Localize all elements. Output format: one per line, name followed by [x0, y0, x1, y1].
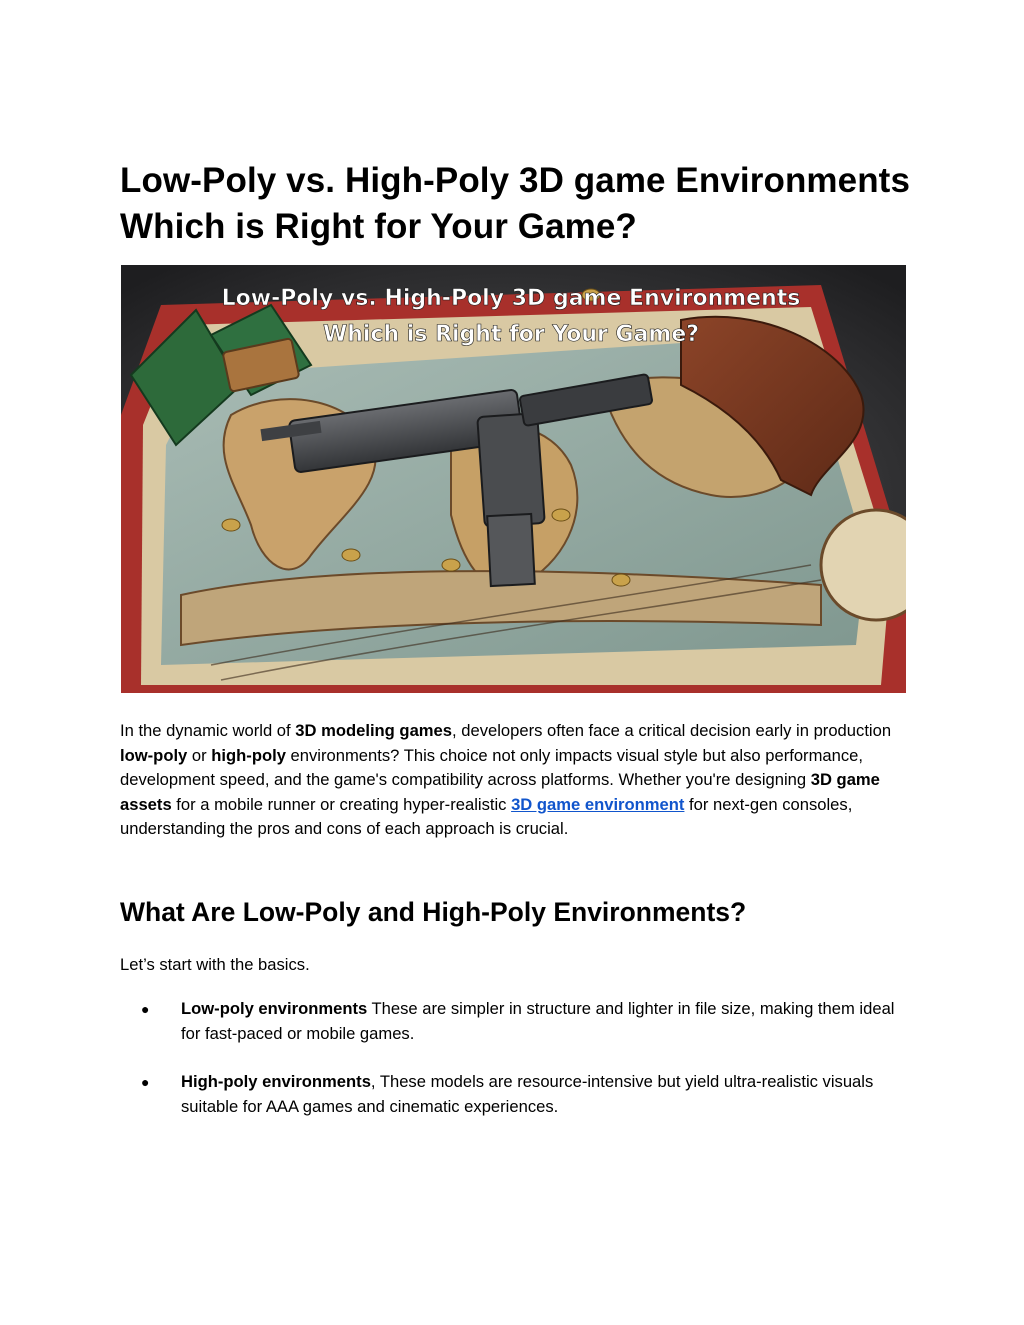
- bullet: [222, 519, 240, 531]
- bullet: [442, 559, 460, 571]
- link-3d-game-environment[interactable]: 3D game environment: [511, 794, 685, 814]
- intro-text: for next-gen consoles, understanding the pros and cons of each approach is crucial.: [120, 794, 853, 839]
- section-lead: Let’s start with the basics.: [120, 955, 310, 974]
- page-title-line-1: Low-Poly vs. High-Poly 3D game Environments: [120, 161, 911, 200]
- bullet: [612, 574, 630, 586]
- bullet-term: Low-poly environments: [181, 999, 368, 1018]
- bullet-text: , These models are resource-intensive but yield ultra-realistic visuals suitable for AAA games and cinematic experiences.: [181, 1072, 874, 1116]
- intro-text: environments? This choice not only impacts visual style but also performance, development speed, and the game's compatibility across platforms. Whether you're designing: [120, 745, 863, 790]
- intro-bold-3d-modeling-games: 3D modeling games: [295, 721, 453, 740]
- list-item: [120, 1070, 910, 1119]
- intro-bold-low-poly: low-poly: [120, 745, 188, 765]
- intro-paragraph: [120, 719, 910, 842]
- bullet: [342, 549, 360, 561]
- hero-image: [121, 265, 906, 693]
- intro-text: or: [187, 745, 212, 765]
- page-title-line-2: Which is Right for Your Game?: [120, 207, 637, 246]
- hero-overlay-line-2: Which is Right for Your Game?: [322, 322, 700, 347]
- section-heading: What Are Low-Poly and High-Poly Environments?: [120, 897, 747, 927]
- bullet-text: These are simpler in structure and lighter in file size, making them ideal for fast-paced or mobile games.: [181, 999, 895, 1043]
- hero-overlay-line-1: Low-Poly vs. High-Poly 3D game Environments: [221, 286, 801, 311]
- bullet-term: High-poly environments: [181, 1072, 371, 1092]
- gun-grip: [477, 413, 545, 527]
- intro-text: , developers often face a critical decision early in production: [452, 721, 892, 740]
- gun-magazine: [487, 514, 535, 586]
- intro-text: In the dynamic world of: [120, 721, 296, 740]
- intro-bold-3d-game-assets: 3D game assets: [120, 770, 880, 814]
- bullet-list: [120, 997, 910, 1143]
- list-item: [120, 997, 910, 1046]
- bullet-icon: ●: [141, 1001, 150, 1017]
- intro-text: for a mobile runner or creating hyper-realistic: [171, 794, 512, 814]
- intro-bold-high-poly: high-poly: [211, 745, 286, 765]
- page-title: [120, 158, 920, 250]
- bullet-icon: ●: [141, 1074, 150, 1091]
- bullet: [552, 509, 570, 521]
